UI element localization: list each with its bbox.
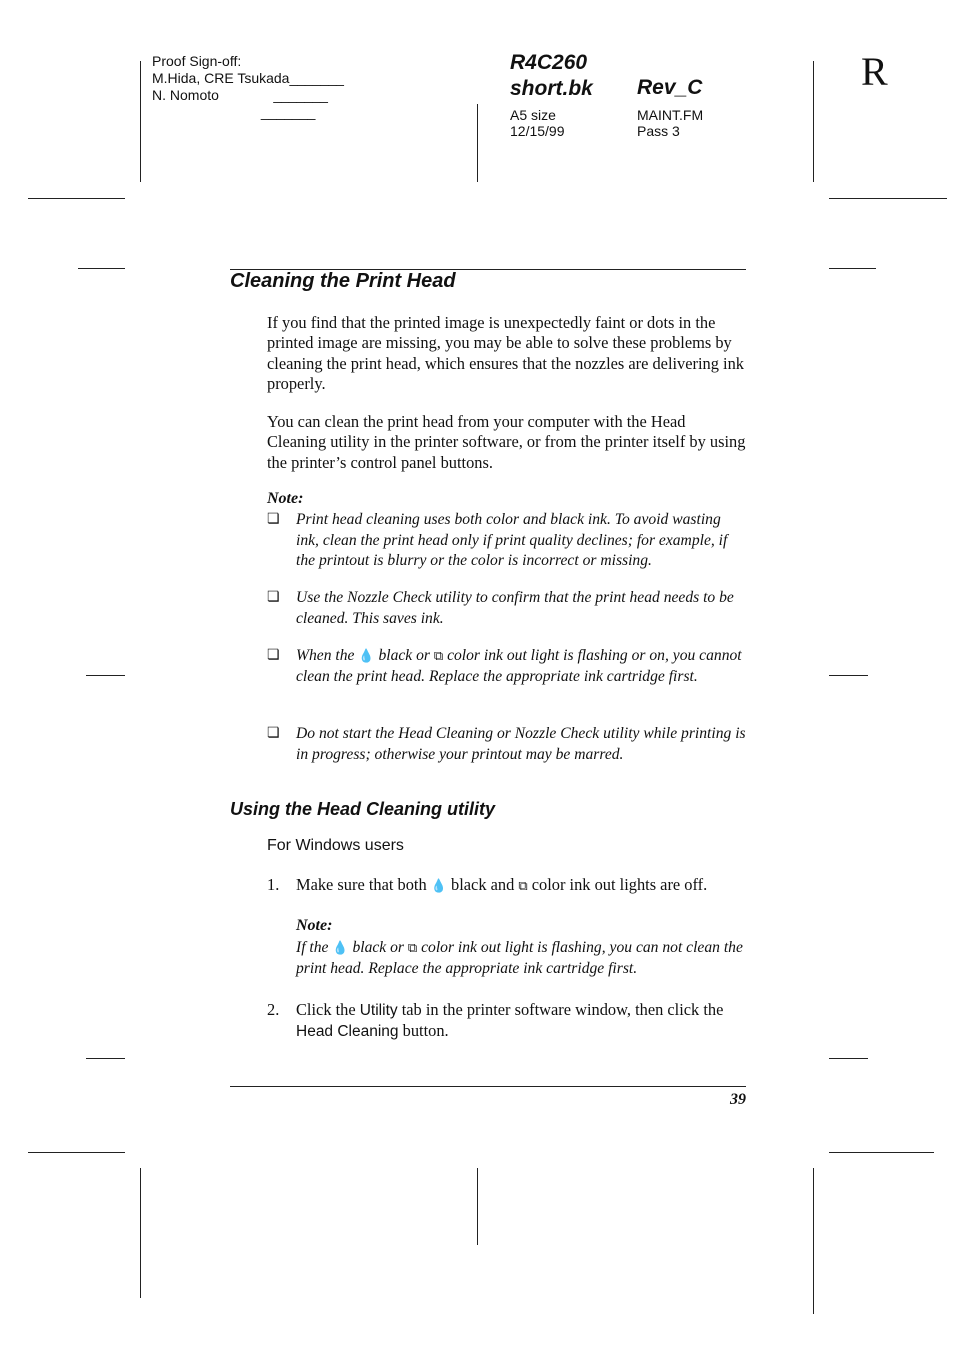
step-text: Make sure that both 💧 black and ⧉ color ink out lights are off. xyxy=(296,875,708,894)
section-title: Cleaning the Print Head xyxy=(230,270,456,292)
intro-paragraph: If you find that the printed image is unexpectedly faint or dots in the printed image are missing, you may be able to solve these problems by cleaning the print head, which ensures that the nozzles are delivering ink properly. xyxy=(267,313,744,394)
step-note-text: If the 💧 black or ⧉ color ink out light is flashing, you can not clean the print head. Replace the appropriate ink cartridge first. xyxy=(296,939,743,977)
meta-right xyxy=(637,107,703,139)
platform-label: For Windows users xyxy=(267,837,404,854)
fm-file: MAINT.FM xyxy=(637,107,704,123)
crop-mark-v-bottom-center xyxy=(477,1168,478,1245)
note-label: Note: xyxy=(267,490,304,507)
page-size: A5 size xyxy=(510,107,556,123)
step-text: Click the Utility tab in the printer software window, then click the Head Cleaning button. xyxy=(296,1000,724,1041)
bullet-text: Use the Nozzle Check utility to confirm that the print head needs to be cleaned. This saves ink. xyxy=(296,589,734,627)
crop-mark-v-top-center xyxy=(477,104,478,182)
crop-mark-h-bottom-right xyxy=(829,1152,934,1153)
color-ink-icon: ⧉ xyxy=(518,878,528,893)
note-bullet xyxy=(267,510,747,572)
proof-signoff xyxy=(152,53,344,121)
crop-mark-h-top-right xyxy=(829,198,947,199)
crop-mark-v-top-left xyxy=(140,61,141,182)
note-bullet xyxy=(267,646,747,687)
crop-mark-h-upper-left xyxy=(78,268,125,269)
corner-letter: R xyxy=(861,49,888,94)
checkbox-bullet-icon: ❏ xyxy=(267,726,280,741)
crop-mark-v-bottom-right xyxy=(813,1168,814,1314)
crop-mark-h-lower-left xyxy=(86,1058,125,1059)
bullet-text: When the 💧 black or ⧉ color ink out light is flashing or on, you cannot clean the print head. Replace the appropriate ink cartridge first. xyxy=(296,647,742,685)
black-ink-icon: 💧 xyxy=(358,648,375,663)
checkbox-bullet-icon: ❏ xyxy=(267,590,280,605)
book-title xyxy=(510,50,593,102)
page-number: 39 xyxy=(730,1091,746,1108)
proof-line: Proof Sign-off: xyxy=(152,53,242,69)
crop-mark-v-top-right xyxy=(813,61,814,182)
crop-mark-h-top-left xyxy=(28,198,125,199)
crop-mark-h-lower-right xyxy=(829,1058,868,1059)
crop-mark-h-mid-left xyxy=(86,675,125,676)
checkbox-bullet-icon: ❏ xyxy=(267,648,280,663)
note-bullet xyxy=(267,588,747,629)
head-cleaning-button-label: Head Cleaning xyxy=(296,1023,399,1041)
meta-left xyxy=(510,107,565,139)
black-ink-icon: 💧 xyxy=(332,940,349,955)
step-number: 1. xyxy=(267,875,280,894)
method-paragraph: You can clean the print head from your computer with the Head Cleaning utility in the printer software, or from the printer itself by using the printer’s control panel buttons. xyxy=(267,412,746,472)
footer-rule xyxy=(230,1086,746,1087)
proof-line: M.Hida, CRE Tsukada_______ xyxy=(152,70,344,86)
black-ink-icon: 💧 xyxy=(430,878,447,893)
book-code: R4C260 xyxy=(510,51,588,74)
revision: Rev_C xyxy=(637,76,703,99)
utility-tab-label: Utility xyxy=(359,1002,398,1019)
note-bullet xyxy=(267,724,747,765)
subsection-title: Using the Head Cleaning utility xyxy=(230,799,496,819)
pass-number: Pass 3 xyxy=(637,123,680,139)
crop-mark-h-upper-right xyxy=(829,268,876,269)
color-ink-icon: ⧉ xyxy=(433,648,444,663)
proof-line: N. Nomoto _______ xyxy=(152,87,328,103)
bullet-text: Print head cleaning uses both color and black ink. To avoid wasting ink, clean the print head only if print quality declines; for example, if the printout is blurry or the color is incorrect or missing. xyxy=(296,511,728,570)
crop-mark-v-bottom-left xyxy=(140,1168,141,1298)
bullet-text: Do not start the Head Cleaning or Nozzle Check utility while printing is in progress; otherwise your printout may be marred. xyxy=(296,725,746,763)
step-note-label: Note: xyxy=(296,917,333,934)
book-file: short.bk xyxy=(510,77,593,100)
crop-mark-h-bottom-left xyxy=(28,1152,125,1153)
proof-line: _______ xyxy=(152,104,316,120)
proof-date: 12/15/99 xyxy=(510,123,565,139)
checkbox-bullet-icon: ❏ xyxy=(267,512,280,527)
color-ink-icon: ⧉ xyxy=(407,940,418,955)
crop-mark-h-mid-right xyxy=(829,675,868,676)
step-2 xyxy=(267,1000,752,1043)
step-1 xyxy=(267,875,752,896)
step-number: 2. xyxy=(267,1000,280,1019)
